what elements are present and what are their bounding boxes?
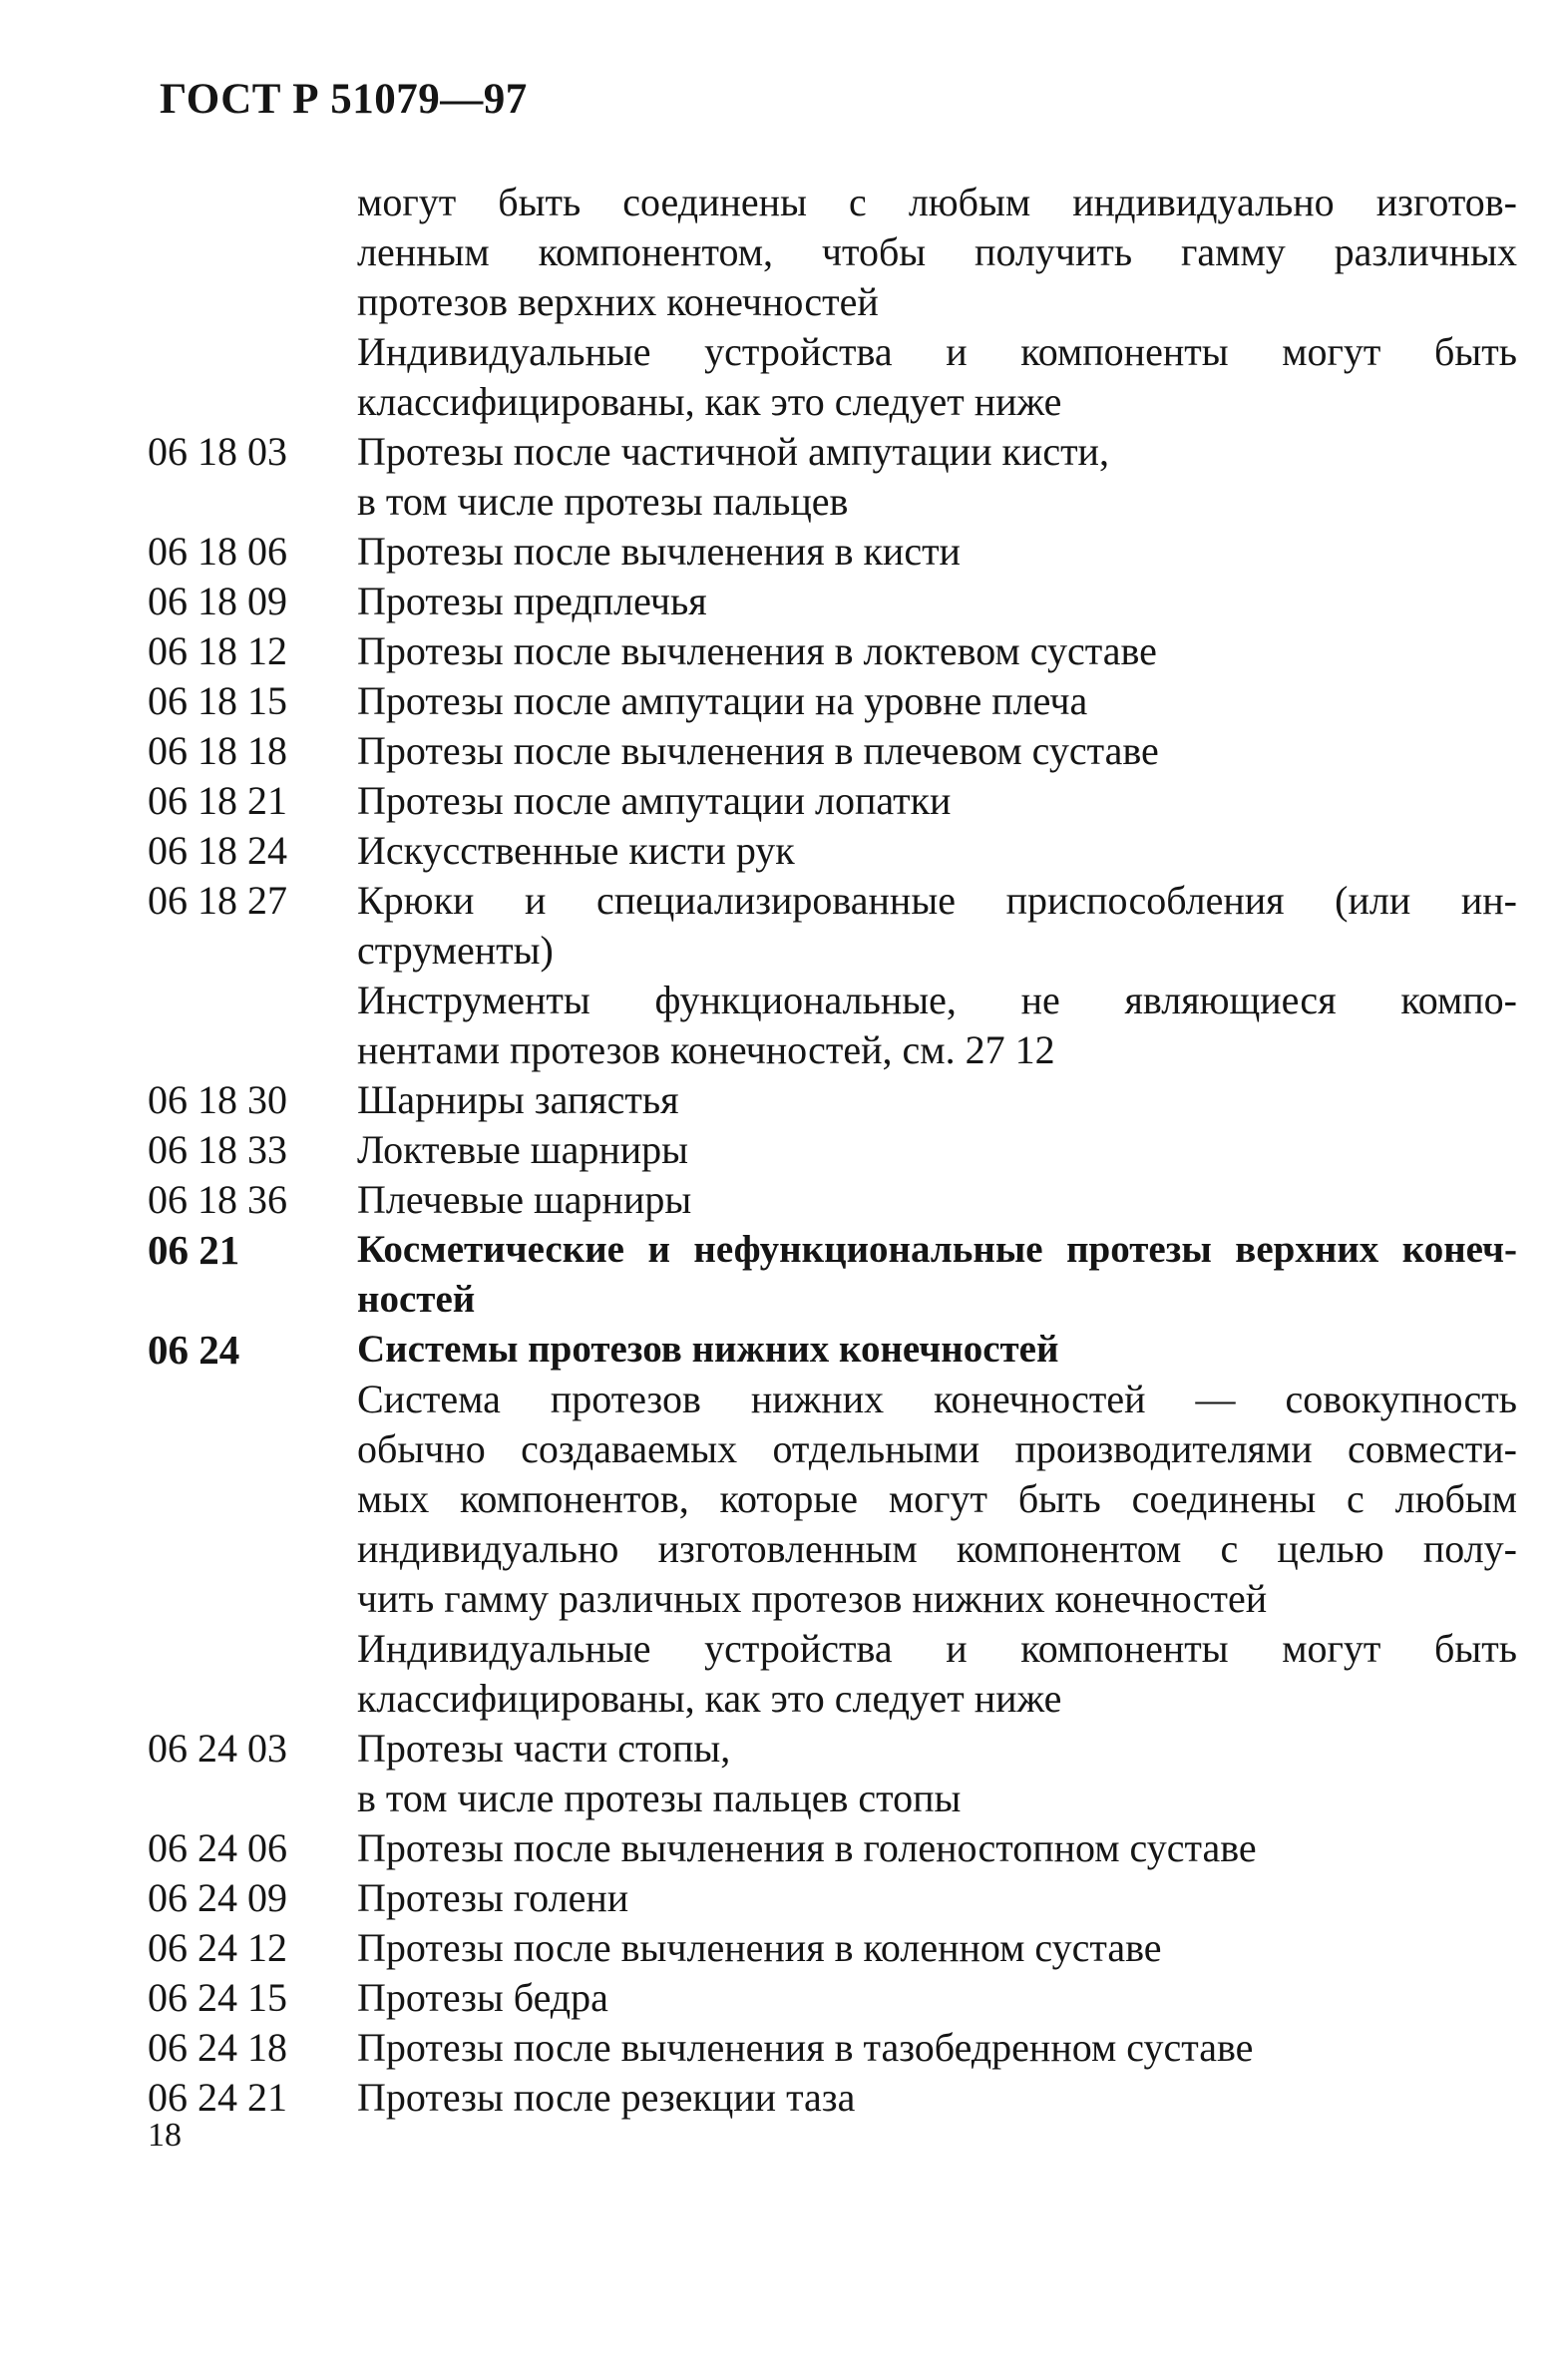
note-paragraph	[148, 976, 1524, 1075]
entry-text	[357, 1175, 1517, 1225]
entry-line: индивидуально изготовленным компонентом с целью полу-	[357, 1526, 1517, 1571]
classification-entry	[148, 626, 1524, 676]
definition-paragraph	[148, 1375, 1524, 1624]
classification-entry	[148, 876, 1524, 976]
entry-line: Протезы части стопы,	[357, 1726, 731, 1771]
entry-code: 06 24 21	[148, 2075, 287, 2120]
entry-text	[357, 178, 1517, 327]
classification-entry	[148, 1175, 1524, 1225]
entry-text	[357, 1624, 1517, 1724]
entry-text	[357, 527, 1517, 577]
entry-line: Протезы после ампутации на уровне плеча	[357, 678, 1088, 723]
entry-line: Протезы голени	[357, 1875, 629, 1920]
classification-entry	[148, 1125, 1524, 1175]
section-code: 06 24	[148, 1327, 240, 1373]
entry-code: 06 24 06	[148, 1825, 287, 1870]
classification-entry	[148, 1075, 1524, 1125]
entry-text	[357, 2023, 1517, 2073]
entry-code: 06 18 15	[148, 678, 287, 723]
entry-line: могут быть соединены с любым индивидуально изготов-	[357, 180, 1517, 224]
entry-text	[357, 1075, 1517, 1125]
entry-line: Протезы предплечья	[357, 579, 707, 623]
entry-line: Плечевые шарниры	[357, 1177, 692, 1222]
entry-code: 06 18 30	[148, 1077, 287, 1122]
entry-text	[357, 1375, 1517, 1624]
entry-line: Инструменты функциональные, не являющиеся компо-	[357, 978, 1517, 1022]
entry-line: в том числе протезы пальцев стопы	[357, 1776, 962, 1820]
entry-line: чить гамму различных протезов нижних конечностей	[357, 1576, 1268, 1621]
entry-line: нентами протезов конечностей, см. 27 12	[357, 1027, 1055, 1072]
classification-entry	[148, 2073, 1524, 2123]
entry-line: Протезы после вычленения в тазобедренном суставе	[357, 2025, 1254, 2070]
entry-code: 06 24 03	[148, 1726, 287, 1771]
entry-line: классифицированы, как это следует ниже	[357, 1676, 1062, 1721]
entry-line: ленным компонентом, чтобы получить гамму различных	[357, 229, 1517, 274]
entry-code: 06 18 27	[148, 878, 287, 923]
classification-entry	[148, 826, 1524, 876]
entry-code: 06 18 24	[148, 828, 287, 873]
entry-text	[357, 1923, 1517, 1973]
entry-text	[357, 577, 1517, 626]
entry-code: 06 24 09	[148, 1875, 287, 1920]
classification-entry	[148, 1823, 1524, 1873]
section-title-line: Косметические и нефункциональные протезы верхних конеч-	[357, 1228, 1517, 1271]
document-header: ГОСТ Р 51079—97	[160, 76, 528, 123]
continuation-paragraph	[148, 178, 1524, 327]
entry-text	[357, 2073, 1517, 2123]
classification-entry	[148, 726, 1524, 776]
entry-code: 06 24 12	[148, 1925, 287, 1970]
entry-text	[357, 427, 1517, 527]
entry-line: Протезы после резекции таза	[357, 2075, 856, 2120]
classification-entry	[148, 577, 1524, 626]
section-heading	[148, 1225, 1524, 1325]
entry-line: протезов верхних конечностей	[357, 279, 879, 324]
section-title-line: ностей	[357, 1278, 476, 1321]
entry-code: 06 18 06	[148, 529, 287, 574]
entry-line: Система протезов нижних конечностей — совокупность	[357, 1377, 1517, 1421]
entry-code: 06 18 09	[148, 579, 287, 623]
section-title	[357, 1325, 1517, 1375]
section-code: 06 21	[148, 1227, 240, 1273]
entry-code: 06 18 36	[148, 1177, 287, 1222]
entry-text	[357, 976, 1517, 1075]
section-heading	[148, 1325, 1524, 1375]
entry-text	[357, 826, 1517, 876]
entry-text	[357, 1873, 1517, 1923]
entry-line: Искусственные кисти рук	[357, 828, 795, 873]
note-paragraph	[148, 1624, 1524, 1724]
classification-entry	[148, 1873, 1524, 1923]
entry-text	[357, 327, 1517, 427]
entry-line: Индивидуальные устройства и компоненты могут быть	[357, 329, 1517, 374]
entry-code: 06 24 15	[148, 1975, 287, 2020]
classification-entry	[148, 1973, 1524, 2023]
entry-code: 06 18 21	[148, 778, 287, 823]
entry-text	[357, 676, 1517, 726]
entry-text	[357, 876, 1517, 976]
entry-line: Протезы после вычленения в голеностопном суставе	[357, 1825, 1257, 1870]
entry-line: Протезы после ампутации лопатки	[357, 778, 952, 823]
classification-entry	[148, 527, 1524, 577]
entry-line: Крюки и специализированные приспособления (или ин-	[357, 878, 1517, 923]
classification-list	[148, 178, 1524, 2123]
classification-entry	[148, 776, 1524, 826]
classification-entry	[148, 1923, 1524, 1973]
entry-line: Протезы после вычленения в локтевом суставе	[357, 628, 1157, 673]
entry-line: Протезы после вычленения в плечевом суставе	[357, 728, 1159, 773]
entry-line: Индивидуальные устройства и компоненты могут быть	[357, 1626, 1517, 1671]
entry-text	[357, 1973, 1517, 2023]
classification-entry	[148, 1724, 1524, 1823]
entry-line: Протезы бедра	[357, 1975, 608, 2020]
entry-code: 06 24 18	[148, 2025, 287, 2070]
entry-code: 06 18 12	[148, 628, 287, 673]
entry-code: 06 18 03	[148, 429, 287, 474]
classification-entry	[148, 2023, 1524, 2073]
entry-text	[357, 1125, 1517, 1175]
entry-text	[357, 626, 1517, 676]
entry-text	[357, 726, 1517, 776]
entry-text	[357, 776, 1517, 826]
entry-code: 06 18 33	[148, 1127, 287, 1172]
entry-line: Шарниры запястья	[357, 1077, 679, 1122]
classification-entry	[148, 676, 1524, 726]
classification-entry	[148, 427, 1524, 527]
entry-line: в том числе протезы пальцев	[357, 479, 849, 524]
entry-line: классифицированы, как это следует ниже	[357, 379, 1062, 424]
entry-text	[357, 1823, 1517, 1873]
entry-line: Протезы после частичной ампутации кисти,	[357, 429, 1109, 474]
note-paragraph	[148, 327, 1524, 427]
entry-text	[357, 1724, 1517, 1823]
entry-line: Протезы после вычленения в кисти	[357, 529, 961, 574]
section-title	[357, 1225, 1517, 1325]
entry-line: обычно создаваемых отдельными производителями совмести-	[357, 1426, 1517, 1471]
entry-line: Протезы после вычленения в коленном суставе	[357, 1925, 1162, 1970]
section-title-line: Системы протезов нижних конечностей	[357, 1328, 1059, 1371]
page-number: 18	[148, 2117, 182, 2154]
entry-line: Локтевые шарниры	[357, 1127, 689, 1172]
entry-code: 06 18 18	[148, 728, 287, 773]
entry-line: мых компонентов, которые могут быть соединены с любым	[357, 1476, 1517, 1521]
entry-line: струменты)	[357, 928, 554, 973]
